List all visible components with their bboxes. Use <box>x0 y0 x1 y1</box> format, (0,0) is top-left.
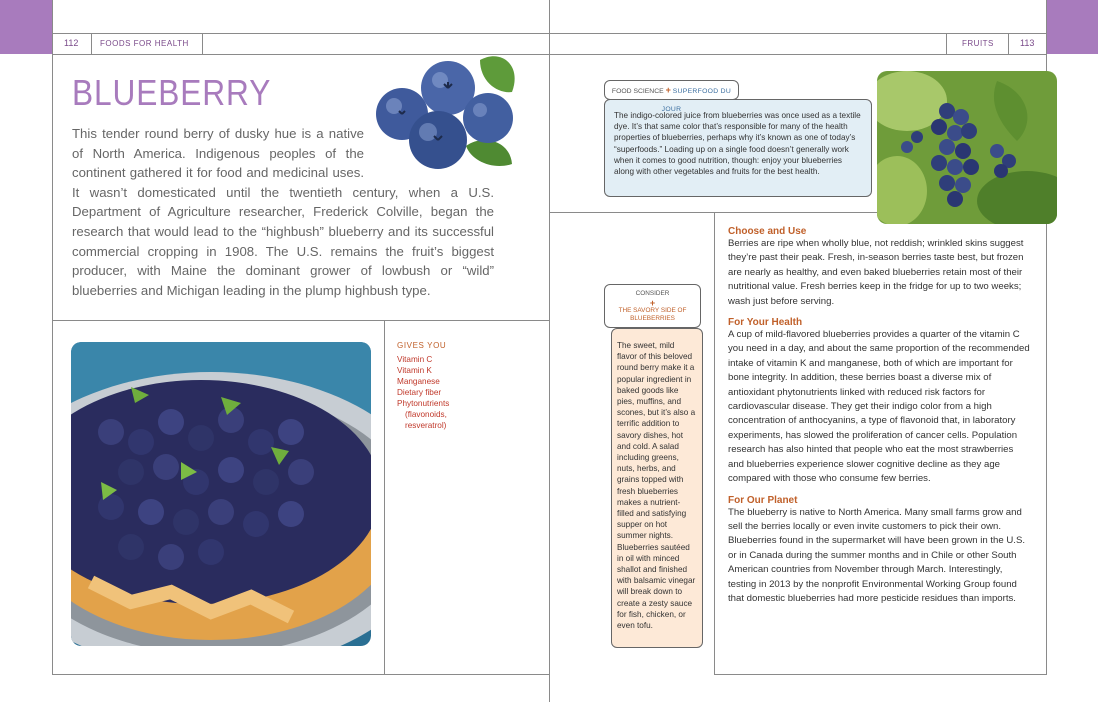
main-article <box>728 226 1030 606</box>
page-title: BLUEBERRY <box>72 72 272 113</box>
food-science-label-left: FOOD SCIENCE <box>611 88 664 95</box>
consider-label <box>604 284 701 328</box>
gives-you-item: Manganese <box>397 377 440 386</box>
right-corner-tab <box>1046 0 1098 54</box>
right-head-divider <box>946 33 947 54</box>
left-pagenum-divider <box>91 33 92 54</box>
blueberry-tart-photo <box>71 342 371 646</box>
intro-paragraph <box>72 124 494 300</box>
image-wrap-spacer <box>364 124 494 182</box>
right-header-bottom <box>549 54 1046 55</box>
gives-you-item: Vitamin K <box>397 366 432 375</box>
spine-line <box>549 0 550 702</box>
gives-you-heading: GIVES YOU <box>397 341 447 350</box>
section-heading-health: For Your Health <box>728 317 803 329</box>
gives-you-item: (flavonoids, <box>405 410 447 419</box>
left-header-top <box>52 33 549 34</box>
gives-you-item: Dietary fiber <box>397 388 442 397</box>
right-header-top <box>549 33 1046 34</box>
left-corner-tab <box>0 0 52 54</box>
consider-text: The sweet, mild flavor of this beloved round berry make it a popular ingredient in baked goods like pies, muffins, and scones, but it’s also a terrific addition to savory dishes, hot and cold. A salad including greens, nuts, herbs, and grains topped with fresh blueberries makes a nutrient-filled and satisfying supper on hot summer nights. Blueberries sautéed in oil with minced shallot and finished with balsamic vinegar will break down to create a zesty sauce for fish, chicken, or even tofu. <box>617 341 696 631</box>
food-science-text: The indigo-colored juice from blueberries was once used as a textile dye. It’s that same color that’s responsible for many of the health properties of blueberries, perhaps why it’s known as one of today’s “superfoods.” Loading up on a single food doesn’t generally work when it comes to good nutrition, though: enjoy your blueberries along with other vegetables and fruits for the best health. <box>614 111 861 177</box>
consider-label-bottom: THE SAVORY SIDE OF BLUEBERRIES <box>618 306 687 323</box>
section-heading-planet: For Our Planet <box>728 494 798 506</box>
gives-you-item: Vitamin C <box>397 355 433 364</box>
left-bottom-line <box>52 674 549 675</box>
gives-you-panel <box>397 340 537 431</box>
consider-label-top: CONSIDER <box>635 290 670 297</box>
right-pagenum-divider <box>1008 33 1009 54</box>
intro-text: This tender round berry of dusky hue is a native of North America. Indigenous peoples of the continent gathered it for food and medicinal uses. It wasn’t domesticated until the twentieth century, when a U.S. Department of Agriculture researcher, Frederick Colville, began the research that would lead to the “highbush” blueberry and its successful commercial cropping in 1908. The U.S. remains the fruit’s biggest producer, with Maine the dominant grower of lowbush or “wild” blueberries and Michigan leading in the plump highbush type. <box>72 126 494 298</box>
section-text-choose: Berries are ripe when wholly blue, not reddish; wrinkled skins suggest they’re past their peak. Fresh, in-season berries taste best, but frozen are nearly as healthy, and even baked blueberries retain most of their nutritional value. Fresh berries keep in the fridge for up to two weeks; wash just before serving. <box>728 238 1024 307</box>
consider-box <box>611 328 703 648</box>
section-heading-choose: Choose and Use <box>728 226 807 237</box>
right-col-divider <box>714 212 715 675</box>
section-text-planet: The blueberry is native to North America. Many small farms grow and sell the berries locally or even invite customers to pick their own. Blueberries found in the supermarket will have been grown in the U.S. or in Canada during the summer months and in Chile or other South American countries from November through March. Interestingly, testing in 2013 by the nonprofit Environmental Working Group found that domestic blueberries had more pesticide residues than imports. <box>728 506 1026 604</box>
section-text-health: A cup of mild-flavored blueberries provides a quarter of the vitamin C you need in a day, and about the same proportion of the recommended intake of vitamin K and manganese, both of which are important for bone integrity. In addition, these berries boast a diverse mix of antioxidant phytonutrients linked with reduced risk factors for cardiovascular disease. They get their indigo color from a high concentration of anthocyanins, a type of flavonoid that, in laboratory experiments, has slowed the proliferation of cancer cells. Population research has also hinted that people who eat the most strawberries and blueberries experience slower cognitive decline as they age compared with those who consume few berries. <box>728 329 1030 485</box>
right-running-head: FRUITS <box>962 39 994 48</box>
plus-icon: + <box>649 297 656 308</box>
food-science-box <box>604 99 872 197</box>
left-outer-line <box>52 0 53 675</box>
left-head-divider <box>202 33 203 54</box>
food-science-label-right: SUPERFOOD DU JOUR <box>661 88 732 113</box>
left-lower-divider <box>384 320 385 675</box>
plus-icon: + <box>665 85 671 95</box>
right-page-number: 113 <box>1020 38 1035 48</box>
blueberry-bush-photo <box>877 71 1057 224</box>
gives-you-item: resveratrol) <box>405 421 447 430</box>
left-running-head: FOODS FOR HEALTH <box>100 39 189 48</box>
right-bottom-line <box>714 674 1046 675</box>
gives-you-item: Phytonutrients <box>397 399 450 408</box>
food-science-label <box>604 80 739 113</box>
left-mid-line <box>52 320 549 321</box>
left-page-number: 112 <box>64 38 79 48</box>
